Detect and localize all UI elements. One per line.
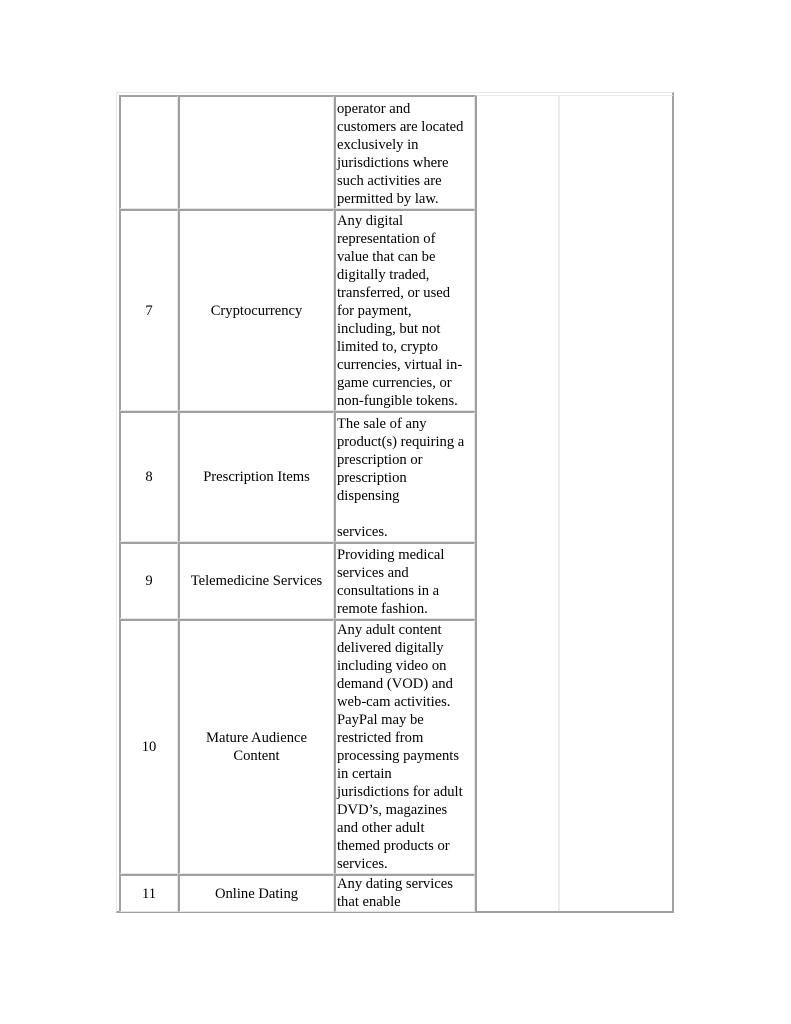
empty-column-cell <box>475 95 559 911</box>
category-cell <box>178 542 334 619</box>
description-text: operator and customers are located exclusively in jurisdictions where such activities are permitted by law. <box>337 101 464 207</box>
description-cell <box>334 874 475 912</box>
category-name: Online Dating <box>214 885 299 902</box>
description-cell <box>334 209 475 411</box>
row-number-cell <box>119 542 178 619</box>
row-number: 11 <box>141 885 157 902</box>
row-number-cell <box>119 209 178 411</box>
description-text: Any adult content delivered digitally including video on demand (VOD) and web-cam activities. PayPal may be restricted from processing payments in certain jurisdictions for adult DVD’s, magazines and other adult themed products or services. <box>337 622 463 872</box>
row-number-cell <box>119 411 178 542</box>
category-cell <box>178 874 334 912</box>
description-text: Any dating services that enable <box>337 876 453 910</box>
category-name: Telemedicine Services <box>190 573 323 589</box>
category-name: Prescription Items <box>203 469 310 485</box>
row-number-cell <box>119 619 178 874</box>
row-number: 10 <box>141 739 157 755</box>
category-cell <box>178 411 334 542</box>
description-text: The sale of any product(s) requiring a prescription or prescription dispensing services. <box>337 416 465 540</box>
row-number: 8 <box>145 469 153 485</box>
description-text: Providing medical services and consultations in a remote fashion. <box>337 547 445 617</box>
row-number: 7 <box>145 302 153 319</box>
category-cell <box>178 619 334 874</box>
description-cell <box>334 619 475 874</box>
row-number-cell <box>119 874 178 912</box>
empty-column-cell <box>559 95 673 911</box>
description-cell <box>334 411 475 542</box>
category-name: Cryptocurrency <box>210 302 303 319</box>
category-name: Mature Audience Content <box>206 730 307 764</box>
description-text: Any digital representation of value that can be digitally traded, transferred, or used for payment, including, but not limited to, crypto currencies, virtual in- game currencies, or non-fungible tokens. <box>337 213 463 409</box>
category-cell <box>178 95 334 209</box>
row-number: 9 <box>145 573 153 589</box>
category-cell <box>178 209 334 411</box>
row-number-cell <box>119 95 178 209</box>
restricted-activities-table <box>116 92 674 913</box>
description-cell <box>334 542 475 619</box>
description-cell <box>334 95 475 209</box>
